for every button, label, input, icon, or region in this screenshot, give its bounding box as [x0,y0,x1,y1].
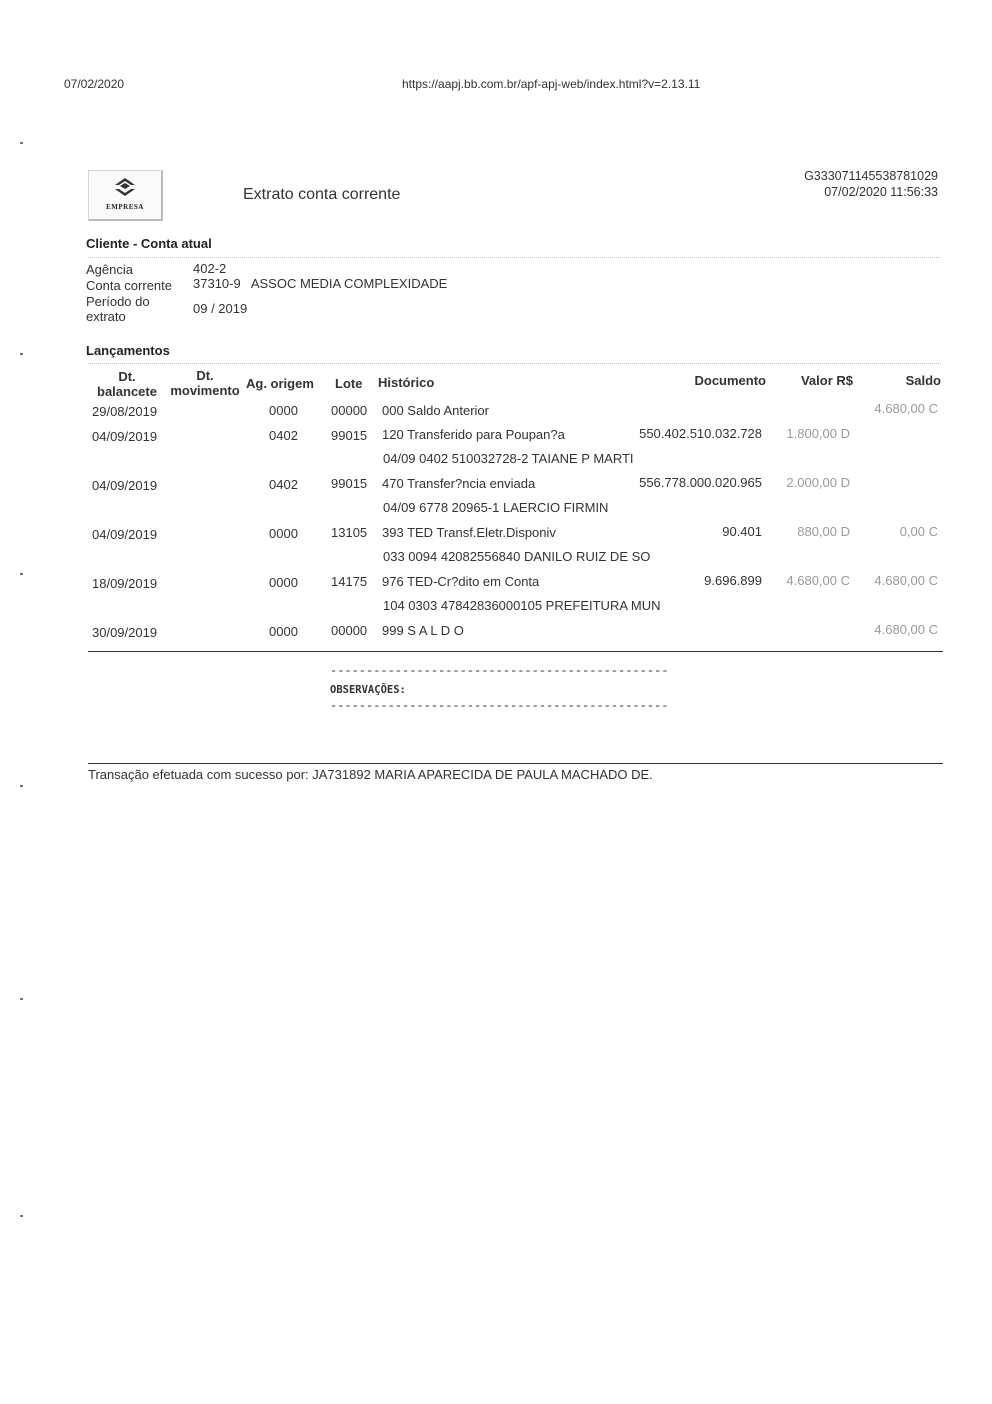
row-documento: 90.401 [722,524,762,539]
print-url: https://aapj.bb.com.br/apf-apj-web/index.html?v=2.13.11 [402,77,701,91]
col-lote: Lote [335,376,363,391]
lancamentos-heading: Lançamentos [86,343,170,358]
row-dt-balancete: 04/09/2019 [92,478,158,493]
col-dt-movimento-l2: movimento [170,383,240,398]
doc-datetime: 07/02/2020 11:56:33 [824,185,938,199]
row-saldo: 4.680,00 C [874,401,938,416]
footer-text: Transação efetuada com sucesso por: JA731892 MARIA APARECIDA DE PAULA MACHADO DE. [88,767,653,782]
scan-mark [20,1215,23,1217]
print-date: 07/02/2020 [64,77,125,91]
row-dt-balancete: 04/09/2019 [92,429,158,444]
scan-mark [20,998,23,1000]
col-valor: Valor R$ [800,373,853,388]
obs-top-dashes: ----------------------------------------------- [330,664,669,678]
row-valor: 2.000,00 D [786,475,850,490]
row-valor: 880,00 D [797,524,850,539]
row-ag-origem: 0000 [269,624,298,639]
agencia-label: Agência [86,262,133,277]
col-historico: Histórico [378,375,435,390]
col-dt-movimento [166,368,244,398]
row-ag-origem: 0402 [269,428,298,443]
row-dt-balancete: 29/08/2019 [92,404,158,419]
bank-logo-icon [111,175,139,199]
row-dt-balancete: 18/09/2019 [92,576,158,591]
row-lote: 14175 [331,574,368,589]
scan-mark [20,142,23,144]
row-detalhe: 04/09 0402 510032728-2 TAIANE P MARTI [383,451,634,466]
row-dt-balancete: 04/09/2019 [92,527,158,542]
client-section-heading: Cliente - Conta atual [86,236,212,251]
scan-mark [20,785,23,787]
row-detalhe: 104 0303 47842836000105 PREFEITURA MUN [383,598,661,613]
row-lote: 00000 [331,403,368,418]
doc-id: G333071145538781029 [804,169,938,183]
row-ag-origem: 0000 [269,526,298,541]
row-saldo: 4.680,00 C [874,622,938,637]
divider [88,363,941,364]
scan-mark [20,353,23,355]
row-historico: 470 Transfer?ncia enviada [382,476,536,491]
doc-header [804,168,938,200]
obs-label: OBSERVAÇÕES: [330,684,406,696]
col-dt-balancete-l1: Dt. [118,369,136,384]
row-saldo: 0,00 C [899,524,938,539]
row-detalhe: 033 0094 42082556840 DANILO RUIZ DE SO [383,549,651,564]
row-dt-balancete: 30/09/2019 [92,625,158,640]
col-documento: Documento [694,373,766,388]
obs-bottom-dashes: ----------------------------------------------- [330,699,669,713]
row-documento: 556.778.000.020.965 [639,475,762,490]
row-lote: 99015 [331,428,368,443]
row-historico: 120 Transferido para Poupan?a [382,427,565,442]
footer-rule [88,763,943,764]
periodo-label [86,294,150,324]
table-bottom-rule [88,651,943,652]
row-documento: 550.402.510.032.728 [639,426,762,441]
periodo-value: 09 / 2019 [193,301,248,316]
col-ag-origem: Ag. origem [246,376,314,391]
scan-mark [20,573,23,575]
row-historico: 976 TED-Cr?dito em Conta [382,574,540,589]
row-ag-origem: 0000 [269,403,298,418]
col-dt-balancete [92,369,162,399]
row-historico: 000 Saldo Anterior [382,403,489,418]
row-historico: 393 TED Transf.Eletr.Disponiv [382,525,556,540]
row-historico: 999 S A L D O [382,623,464,638]
logo-word: EMPRESA [106,203,144,211]
row-ag-origem: 0000 [269,575,298,590]
row-detalhe: 04/09 6778 20965-1 LAERCIO FIRMIN [383,500,609,515]
agencia-value: 402-2 [193,261,227,276]
page-title: Extrato conta corrente [243,186,401,203]
bank-logo [88,170,163,221]
col-saldo: Saldo [905,373,941,388]
row-lote: 13105 [331,525,368,540]
conta-label: Conta corrente [86,278,172,293]
row-valor: 4.680,00 C [786,573,850,588]
row-lote: 99015 [331,476,368,491]
row-lote: 00000 [331,623,368,638]
row-ag-origem: 0402 [269,477,298,492]
col-dt-movimento-l1: Dt. [196,368,214,383]
periodo-label-line2: extrato [86,309,126,324]
conta-value: 37310-9 ASSOC MEDIA COMPLEXIDADE [193,276,448,291]
row-documento: 9.696.899 [704,573,762,588]
periodo-label-line1: Período do [86,294,150,309]
divider [88,257,941,258]
row-valor: 1.800,00 D [786,426,850,441]
row-saldo: 4.680,00 C [874,573,938,588]
col-dt-balancete-l2: balancete [97,384,157,399]
